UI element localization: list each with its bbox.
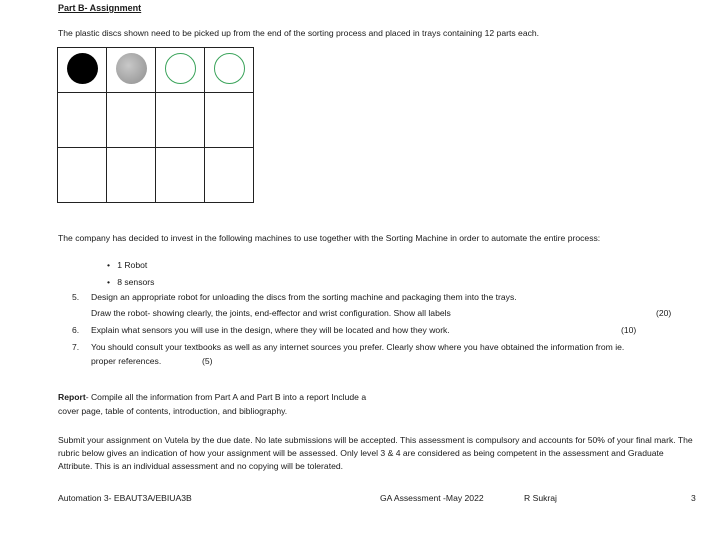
green-outline-disc	[214, 53, 245, 84]
question-7-line-1: You should consult your textbooks as well as any internet sources you prefer. Clearly show where you have obtained the information from ie.	[91, 342, 625, 352]
question-5-line-2: Draw the robot- showing clearly, the joints, end-effector and wrist configuration. Show all labels	[91, 308, 451, 318]
question-6-line-1: Explain what sensors you will use in the design, where they will be located and how they work.	[91, 325, 450, 335]
tray-cell	[107, 93, 156, 148]
grey-disc	[116, 53, 147, 84]
bullet-item: • 1 Robot	[107, 260, 148, 270]
tray-grid	[57, 47, 254, 203]
question-6-marks: (10)	[621, 325, 637, 335]
tray-cell	[107, 148, 156, 203]
question-7-line-2: proper references.	[91, 356, 162, 366]
tray-cell	[58, 148, 107, 203]
tray-cell	[107, 48, 156, 93]
report-line-1: Report- Compile all the information from Part A and Part B into a report Include a	[58, 392, 367, 402]
tray-cell	[205, 48, 254, 93]
question-5-line-1: Design an appropriate robot for unloading the discs from the sorting machine and packaging them into the trays.	[91, 292, 517, 302]
tray-cell	[156, 48, 205, 93]
intro-text: The plastic discs shown need to be picked up from the end of the sorting process and placed in trays containing 12 parts each.	[58, 28, 540, 38]
question-number: 6.	[72, 325, 80, 335]
company-text: The company has decided to invest in the following machines to use together with the Sorting Machine in order to automate the entire process:	[58, 233, 601, 243]
question-5-marks: (20)	[656, 308, 672, 318]
section-heading: Part B- Assignment	[58, 3, 142, 13]
submission-paragraph: Submit your assignment on Vutela by the due date. No late submissions will be accepted. This assessment is compulsory and accounts for 50% of your final mark. The rubric below gives an indication of how your assignment will be assessed. Only level 3 & 4 are considered as being competent in the assessment and Graduate Attribute. This is an individual assessment and no copying will be tolerated.	[58, 435, 693, 471]
footer-course: Automation 3- EBAUT3A/EBIUA3B	[58, 493, 192, 503]
question-number: 5.	[72, 292, 80, 302]
tray-cell	[156, 148, 205, 203]
report-label: Report	[58, 392, 86, 402]
page-number: 3	[691, 493, 696, 503]
footer-assessment: GA Assessment -May 2022	[380, 493, 484, 503]
tray-cell	[205, 148, 254, 203]
tray-cell	[58, 48, 107, 93]
black-disc	[67, 53, 98, 84]
bullet-dot-icon: •	[107, 260, 111, 270]
tray-cell	[58, 93, 107, 148]
question-number: 7.	[72, 342, 80, 352]
bullet-item: • 8 sensors	[107, 277, 155, 287]
tray-cell	[156, 93, 205, 148]
tray-cell	[205, 93, 254, 148]
question-7-marks: (5)	[202, 356, 213, 366]
green-outline-disc	[165, 53, 196, 84]
footer-author: R Sukraj	[524, 493, 557, 503]
report-line-2: cover page, table of contents, introduction, and bibliography.	[58, 406, 288, 416]
bullet-dot-icon: •	[107, 277, 111, 287]
